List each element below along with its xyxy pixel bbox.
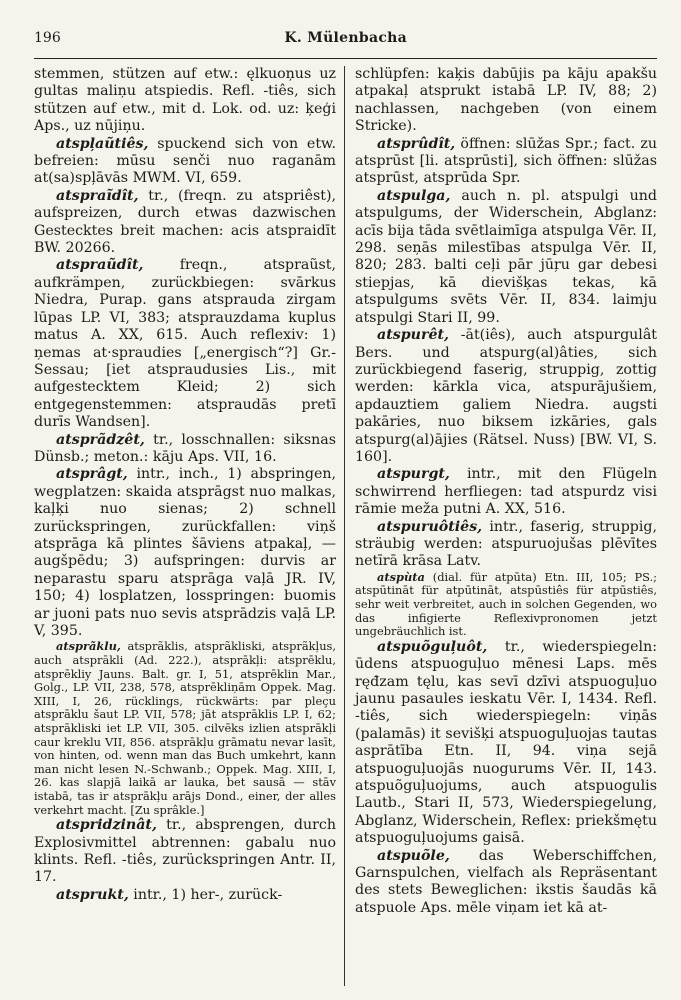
entry-headword: atsprãklu,	[56, 639, 121, 654]
dictionary-entry	[355, 188, 657, 327]
entry-headword: atspurêt,	[377, 327, 449, 344]
entry-text: auch n. pl. atspulgi und atspulgums, der Widerschein, Abglanz: acīs bija tāda svētlaimīga atspulga Vēr. II, 298. seņās milestības atspulga Vēr. II, 820; 283. balti ceļi pār jūŗu gar debesi stiepjas, kā dievišķas tekas, kā atspulgums svēts Vēr. II, 834. laimju atspulgi Stari II, 99.	[355, 187, 658, 326]
entry-text: (dial. für atpūta) Etn. III, 105; PS.; atspūtināt für atpūtināt, atspūstiês für atpūstiês, sehr weit verbreitet, auch in solchen Gegenden, wo das infigierte Reflexivpronomen jetzt ungebräuchlich ist.	[355, 569, 658, 639]
dictionary-entry	[34, 136, 336, 188]
dictionary-entry	[355, 466, 657, 518]
entry-text: intr., mit den Flügeln schwirrend herfliegen: tad atspurdz visi rāmie meža putni A. XX, 516.	[355, 466, 657, 518]
entry-text: stemmen, stützen auf etw.: ęlkuoņus uz gultas maliņu atspiedis. Refl. -tiês, sich stützen auf etw., mit d. Lok. od. uz: ķeģi Aps., uz nūjiņu.	[34, 66, 336, 135]
entry-text: atsprãklis, atsprãkliski, atsprãkļus, auch atsprākli (Ad. 222.), atsprākļi: atsprēklu, atsprēkliy Jauns. Balt. gr. I, 51, atsprēklin Mar., Golg., LP. VII, 238, 578, atsprēkliņām Oppek. Mag. XIII, I, 26, rücklings, rückwärts: par pleçu atsprāklu šaut LP. VII, 578; jāt atsprāklis LP. I, 62; atsprākliski iet LP. VII, 305. cilvēks izlien atsprākļi caur kreklu VII, 856. atsprākļu grāmatu nevar lasīt, von hinten, od. wenn man das Buch umkehrt, kann man nicht lesen N.-Schwanb.; Oppek. Mag. XIII, I, 26. kas slapjā laikā ar lauka, bet sausā — stāv istabā, tas ir atsprākļu arājs Dond., einer, der alles verkehrt macht. [Zu sprâkle.]	[34, 639, 337, 817]
entry-text: intr., faserig, struppig, sträubig werden: atspuruojušas plēvītes netīrā krāsa Latv.	[355, 518, 657, 570]
entry-headword: atsprûdît,	[377, 135, 456, 152]
left-column	[34, 66, 344, 986]
dictionary-entry	[34, 257, 336, 431]
dictionary-entry	[34, 188, 336, 258]
header-rule	[34, 58, 657, 59]
entry-text: intr., inch., 1) abspringen, wegplatzen: skaida atsprāgst nuo malkas, kaļķi nuo sienas; 2) schnell zurückspringen, zurückfallen: viņš atsprāga kā plintes šāviens atpakaļ, — augšpēdu; 3) aufspringen: durvis ar neparastu sparu atsprāga vaļā JR. IV, 150; 4) losplatzen, losspringen: buomis ar juoni pats nuo sevis atsprādzis vaļā LP. V, 395.	[34, 466, 336, 639]
dictionary-entry	[355, 571, 657, 639]
entry-headword: atspulga,	[377, 187, 451, 204]
entry-text: tr., (freqn. zu atspriêst), aufspreizen, durch etwas dazwischen Gestecktes breit machen: acis atspraidīt BW. 20266.	[34, 187, 336, 257]
dictionary-entry	[34, 640, 336, 817]
dictionary-entry	[355, 519, 657, 571]
entry-headword: atspridzinât,	[56, 817, 157, 834]
entry-headword: atspuõguļuôt,	[377, 638, 488, 655]
entry-text: tr., wiederspiegeln: ūdens atspuoguļuo mēnesi Laps. mēs ręđzam tęlu, kas sevī dzīvi atspuoguļuo jaunu pasaules ieskatu Vēr. I, 1434. Refl. -tiês, sich wiederspiegeln: viņās (palamās) it sevišķi atspuoguļuojas tautas asprātība Etn. II, 94. viņa sejā atspuoguļuojās nuogurums Vēr. II, 143. atspuõguļuojums, auch atspuogulis Lautb., Stari II, 573, Wiederspiegelung, Abglanz, Widerschein, Reflex: priekšmętu atspuoguļuojums gaisā.	[355, 638, 657, 847]
page-number: 196	[34, 30, 61, 46]
dictionary-entry	[355, 136, 657, 188]
entry-headword: atspuruôtiês,	[377, 518, 483, 535]
entry-headword: atspuõle,	[377, 847, 450, 864]
dictionary-entry	[34, 887, 336, 904]
entry-text: freqn., atspraũst, aufkrämpen, zurückbiegen: svārkus Niedra, Purap. gans atsprauda zirgam lūpas LP. VI, 383; atsprauzdama kuplus matus A. XX, 615. Auch reflexiv: 1) ņemas at·spraudies [„energisch“?] Gr.-Sessau; [iet atspraudusies Lis., mit aufgestecktem Kleid; 2) sich entgegenstemmen: atspraudās pretī durīs Wandsen].	[34, 257, 336, 431]
dictionary-entry	[34, 432, 336, 467]
entry-text: schlüpfen: kaķis dabūjis pa kāju apakšu atpakaļ atsprukt istabā LP. IV, 88; 2) nachlassen, nachgeben (von einem Stricke).	[355, 66, 657, 135]
entry-text: öffnen: slūžas Spr.; fact. zu atsprūst [li. atsprūsti], sich öffnen: slūžas atsprūst, atsprūda Spr.	[355, 135, 658, 187]
entry-text: tr., losschnallen: siksnas Dünsb.; meton.: kāju Aps. VII, 16.	[34, 431, 336, 465]
dictionary-entry	[355, 639, 657, 848]
entry-headword: atsprukt,	[56, 886, 129, 903]
entry-headword: atspļaũtiês,	[56, 135, 149, 152]
entry-text: intr., 1) her-, zurück-	[133, 886, 283, 903]
entry-text: spuckend sich von etw. befreien: mūsu senči nuo raganām at(sa)spļāvās MWM. VI, 659.	[34, 135, 336, 187]
dictionary-entry	[34, 466, 336, 640]
dictionary-entry	[34, 817, 336, 887]
running-title: K. Mülenbacha	[284, 30, 407, 46]
entry-text: -āt(iês), auch atspurgulât Bers. und atspurg(al)âties, sich zurückbiegend faserig, struppig, zottig werden: kārkla vica, atspurājušiem, apdauztiem galiem Niedra. augsti pakāries, nuo biksem izkāries, gals atspurg(al)ājies (Rätsel. Nuss) [BW. VI, S. 160].	[355, 327, 657, 465]
entry-headword: atspraũdît,	[56, 257, 144, 274]
entry-text: das Weberschiffchen, Garnspulchen, vielfach als Repräsentant des stets Beweglichen: ikstis šaudās kā atspuole Aps. mēle viņam iet kā at-	[355, 847, 657, 916]
page-header	[34, 30, 657, 56]
entry-headword: atspùta	[377, 569, 425, 584]
entry-continuation	[34, 66, 336, 136]
right-column	[345, 66, 657, 986]
dictionary-entry	[355, 848, 657, 918]
entry-text: tr., absprengen, durch Explosivmittel abtrennen: gabalu nuo klints. Refl. -tiês, zurückspringen Antr. II, 17.	[34, 817, 336, 886]
entry-headword: atspraĩdît,	[56, 187, 139, 204]
columns	[34, 66, 657, 986]
dictionary-entry	[355, 327, 657, 466]
entry-headword: atsprâgt,	[56, 466, 128, 483]
entry-continuation	[355, 66, 657, 136]
entry-headword: atsprãdzêt,	[56, 431, 145, 448]
entry-headword: atspurgt,	[377, 466, 450, 483]
